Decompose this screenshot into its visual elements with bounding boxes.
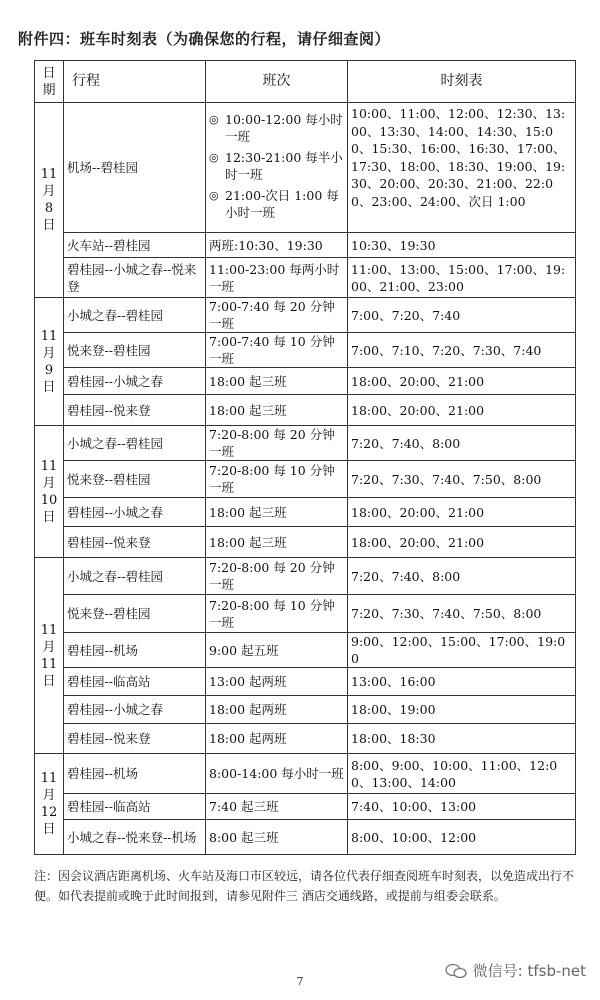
timetable-cell: 7:00、7:10、7:20、7:30、7:40 <box>348 333 576 368</box>
header-trips: 班次 <box>206 61 348 103</box>
trips-cell: 7:40 起三班 <box>206 794 348 820</box>
trips-cell: 18:00 起两班 <box>206 724 348 754</box>
table-row <box>35 527 576 558</box>
date-cell <box>35 426 64 558</box>
timetable-cell: 18:00、20:00、21:00 <box>348 368 576 395</box>
date-part: 日 <box>42 218 56 233</box>
trips-cell: 7:20-8:00 每 20 分钟一班 <box>206 426 348 461</box>
trip-frequency-item <box>209 149 344 183</box>
date-cell <box>35 754 64 855</box>
date-part: 日 <box>42 822 56 837</box>
trip-frequency-text: 12:30-21:00 每半小时一班 <box>225 149 343 182</box>
timetable-cell: 7:20、7:40、8:00 <box>348 558 576 595</box>
timetable-cell: 10:30、19:30 <box>348 233 576 258</box>
trips-cell: 7:20-8:00 每 10 分钟一班 <box>206 595 348 633</box>
table-row <box>35 696 576 724</box>
date-cell <box>35 298 64 426</box>
route-cell: 碧桂园--小城之春 <box>64 696 206 724</box>
table-header-row <box>35 61 576 103</box>
route-cell: 悦来登--碧桂园 <box>64 333 206 368</box>
timetable-cell: 8:00、9:00、10:00、11:00、12:00、13:00、14:00 <box>348 754 576 794</box>
trip-frequency-text: 21:00-次日 1:00 每小时一班 <box>225 187 339 220</box>
table-row <box>35 333 576 368</box>
header-date: 日 期 <box>35 61 64 103</box>
trips-cell: 7:20-8:00 每 10 分钟一班 <box>206 461 348 498</box>
table-row <box>35 498 576 527</box>
route-cell: 小城之春--悦来登--机场 <box>64 820 206 855</box>
timetable-cell: 7:40、10:00、13:00 <box>348 794 576 820</box>
clock-icon: ◎ <box>209 112 219 126</box>
date-part: 月 <box>42 475 56 491</box>
clock-icon: ◎ <box>209 150 219 164</box>
date-part: 11 <box>40 771 58 786</box>
date-part: 11 <box>40 167 58 182</box>
date-part: 月 <box>42 345 56 361</box>
route-cell: 碧桂园--临高站 <box>64 668 206 696</box>
trips-cell: 7:00-7:40 每 20 分钟一班 <box>206 298 348 333</box>
trips-cell: 8:00-14:00 每小时一班 <box>206 754 348 794</box>
route-cell: 碧桂园--小城之春 <box>64 368 206 395</box>
footnote: 注：因会议酒店距离机场、火车站及海口市区较远，请各位代表仔细查阅班车时刻表，以免造成出行不便。如代表提前或晚于此时间报到，请参见附件三 酒店交通线路，或提前与组委会联系。 <box>34 869 575 903</box>
route-cell: 碧桂园--机场 <box>64 754 206 794</box>
route-cell: 碧桂园--小城之春--悦来登 <box>64 258 206 298</box>
trips-cell: 18:00 起三班 <box>206 527 348 558</box>
trips-cell: 13:00 起两班 <box>206 668 348 696</box>
table-row <box>35 595 576 633</box>
route-cell: 悦来登--碧桂园 <box>64 595 206 633</box>
timetable-cell: 9:00、12:00、15:00、17:00、19:00 <box>348 633 576 668</box>
date-part: 10 <box>40 492 58 508</box>
route-cell: 碧桂园--临高站 <box>64 794 206 820</box>
date-part: 月 <box>42 184 56 199</box>
page-number: 7 <box>296 975 304 988</box>
date-part: 9 <box>44 362 54 378</box>
timetable-cell: 7:20、7:30、7:40、7:50、8:00 <box>348 595 576 633</box>
clock-icon: ◎ <box>209 188 219 202</box>
wechat-watermark <box>445 960 586 981</box>
date-cell <box>35 103 64 298</box>
date-part: 日 <box>42 673 56 689</box>
route-cell: 机场--碧桂园 <box>64 103 206 233</box>
wechat-icon <box>445 963 467 979</box>
route-cell: 碧桂园--悦来登 <box>64 527 206 558</box>
header-route: 行程 <box>64 61 206 103</box>
table-row <box>35 754 576 794</box>
timetable-cell: 11:00、13:00、15:00、17:00、19:00、21:00、23:00 <box>348 258 576 298</box>
trips-cell: 18:00 起三班 <box>206 368 348 395</box>
route-cell: 火车站--碧桂园 <box>64 233 206 258</box>
date-part: 月 <box>42 639 56 655</box>
table-row <box>35 668 576 696</box>
route-cell: 碧桂园--机场 <box>64 633 206 668</box>
page-title: 附件四：班车时刻表（为确保您的行程，请仔细查阅） <box>18 30 391 48</box>
trip-frequency-item <box>209 187 344 221</box>
route-cell: 碧桂园--悦来登 <box>64 724 206 754</box>
watermark-text: 微信号: tfsb-net <box>472 962 586 980</box>
timetable-cell: 7:20、7:40、8:00 <box>348 426 576 461</box>
timetable-cell: 18:00、20:00、21:00 <box>348 498 576 527</box>
table-row <box>35 426 576 461</box>
date-part: 8 <box>44 201 54 216</box>
timetable-cell: 7:20、7:30、7:40、7:50、8:00 <box>348 461 576 498</box>
table-row <box>35 820 576 855</box>
table-row <box>35 633 576 668</box>
trip-frequency-item <box>209 111 344 145</box>
trips-cell: 18:00 起三班 <box>206 395 348 426</box>
date-part: 12 <box>40 805 58 820</box>
route-cell: 小城之春--碧桂园 <box>64 558 206 595</box>
timetable-cell: 7:00、7:20、7:40 <box>348 298 576 333</box>
trip-frequency-text: 10:00-12:00 每小时一班 <box>225 111 343 144</box>
trips-cell: 7:20-8:00 每 20 分钟一班 <box>206 558 348 595</box>
date-part: 月 <box>42 788 56 803</box>
date-part: 日 <box>42 509 56 525</box>
table-row <box>35 461 576 498</box>
trips-cell: 8:00 起三班 <box>206 820 348 855</box>
timetable-cell: 8:00、10:00、12:00 <box>348 820 576 855</box>
date-part: 11 <box>40 656 58 672</box>
timetable-cell: 18:00、19:00 <box>348 696 576 724</box>
trips-cell: 18:00 起三班 <box>206 498 348 527</box>
timetable-cell: 10:00、11:00、12:00、12:30、13:00、13:30、14:00、14:30、15:00、15:30、16:00、16:30、17:00、17:30、18:00、18:30、19:00、19:30、20:00、20:30、21:00、22:00、23:00、24:00、次日 1:00 <box>348 103 576 233</box>
shuttle-schedule-table <box>34 60 576 855</box>
table-row <box>35 258 576 298</box>
table-row <box>35 724 576 754</box>
trips-cell: 18:00 起两班 <box>206 696 348 724</box>
route-cell: 小城之春--碧桂园 <box>64 426 206 461</box>
trips-cell: 7:00-7:40 每 10 分钟一班 <box>206 333 348 368</box>
trips-cell: 两班:10:30、19:30 <box>206 233 348 258</box>
table-row <box>35 233 576 258</box>
date-part: 11 <box>40 622 58 638</box>
table-row <box>35 368 576 395</box>
table-row <box>35 298 576 333</box>
timetable-cell: 18:00、18:30 <box>348 724 576 754</box>
trips-cell: 11:00-23:00 每两小时一班 <box>206 258 348 298</box>
header-timetable: 时刻表 <box>348 61 576 103</box>
table-row <box>35 558 576 595</box>
timetable-cell: 18:00、20:00、21:00 <box>348 395 576 426</box>
date-part: 11 <box>40 458 58 474</box>
date-part: 日 <box>42 379 56 395</box>
timetable-cell: 18:00、20:00、21:00 <box>348 527 576 558</box>
date-cell <box>35 558 64 754</box>
table-row <box>35 103 576 233</box>
route-cell: 小城之春--碧桂园 <box>64 298 206 333</box>
route-cell: 悦来登--碧桂园 <box>64 461 206 498</box>
table-row <box>35 794 576 820</box>
trips-cell <box>206 103 348 233</box>
table-row <box>35 395 576 426</box>
route-cell: 碧桂园--小城之春 <box>64 498 206 527</box>
date-part: 11 <box>40 328 58 344</box>
timetable-cell: 13:00、16:00 <box>348 668 576 696</box>
route-cell: 碧桂园--悦来登 <box>64 395 206 426</box>
trips-cell: 9:00 起五班 <box>206 633 348 668</box>
